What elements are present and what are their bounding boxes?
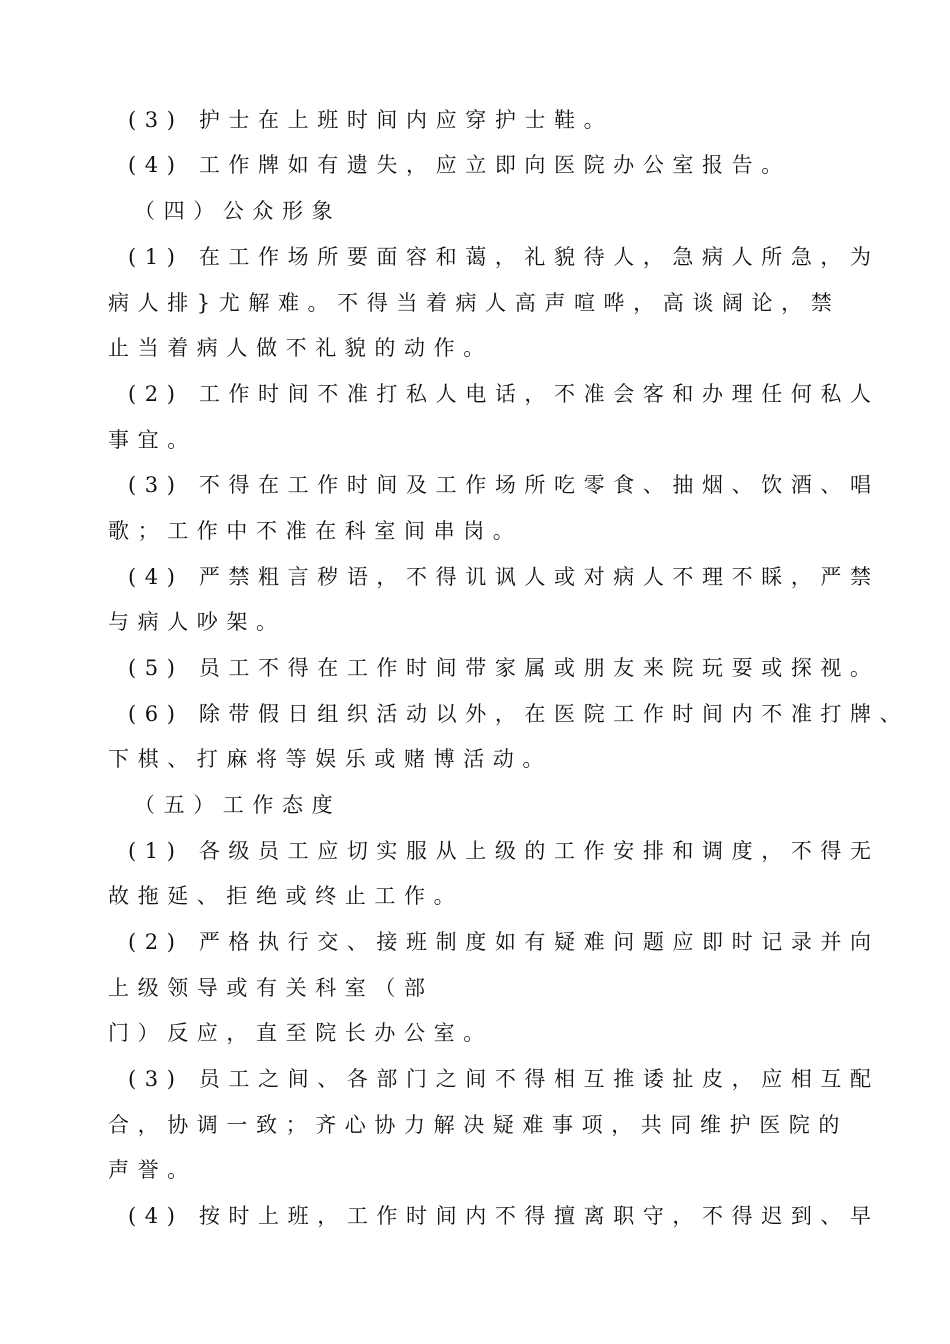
public-image-rule-4-line-2: 与病人吵架。: [108, 610, 286, 634]
public-image-rule-3-line-2: 歌；工作中不准在科室间串岗。: [108, 519, 523, 543]
work-attitude-rule-3-line-2: 合，协调一致；齐心协力解决疑难事项，共同维护医院的: [108, 1113, 848, 1137]
work-attitude-rule-2-line-2: 上级领导或有关科室（部: [108, 976, 434, 1000]
work-attitude-rule-2-line-3: 门）反应，直至院长办公室。: [108, 1021, 493, 1045]
public-image-rule-1-line-3: 止当着病人做不礼貌的动作。: [108, 336, 493, 360]
section-heading-public-image: （四）公众形象: [134, 199, 342, 223]
public-image-rule-1-line-1: (1) 在工作场所要面容和蔼，礼貌待人，急病人所急，为: [128, 245, 880, 269]
public-image-rule-5: (5) 员工不得在工作时间带家属或朋友来院玩耍或探视。: [128, 656, 880, 680]
work-attitude-rule-4-line-1: (4) 按时上班，工作时间内不得擅离职守，不得迟到、早: [128, 1204, 880, 1228]
section-heading-work-attitude: （五）工作态度: [134, 793, 342, 817]
rule-4-badge-lost: (4) 工作牌如有遗失，应立即向医院办公室报告。: [128, 153, 791, 177]
public-image-rule-1-line-2: 病人排}尤解难。不得当着病人高声喧哗，高谈阔论，禁: [108, 291, 841, 315]
rule-3-nurse-shoes: (3) 护士在上班时间内应穿护士鞋。: [128, 108, 614, 132]
work-attitude-rule-1-line-1: (1) 各级员工应切实服从上级的工作安排和调度，不得无: [128, 839, 880, 863]
work-attitude-rule-1-line-2: 故拖延、拒绝或终止工作。: [108, 884, 464, 908]
public-image-rule-6-line-1: (6) 除带假日组织活动以外，在医院工作时间内不准打牌、: [128, 702, 910, 726]
public-image-rule-4-line-1: (4) 严禁粗言秽语，不得讥讽人或对病人不理不睬，严禁: [128, 565, 880, 589]
public-image-rule-2-line-1: (2) 工作时间不准打私人电话，不准会客和办理任何私人: [128, 382, 880, 406]
public-image-rule-3-line-1: (3) 不得在工作时间及工作场所吃零食、抽烟、饮酒、唱: [128, 473, 880, 497]
work-attitude-rule-3-line-3: 声誉。: [108, 1158, 197, 1182]
public-image-rule-2-line-2: 事宜。: [108, 428, 197, 452]
work-attitude-rule-2-line-1: (2) 严格执行交、接班制度如有疑难问题应即时记录并向: [128, 930, 880, 954]
public-image-rule-6-line-2: 下棋、打麻将等娱乐或赌博活动。: [108, 747, 552, 771]
work-attitude-rule-3-line-1: (3) 员工之间、各部门之间不得相互推诿扯皮，应相互配: [128, 1067, 880, 1091]
